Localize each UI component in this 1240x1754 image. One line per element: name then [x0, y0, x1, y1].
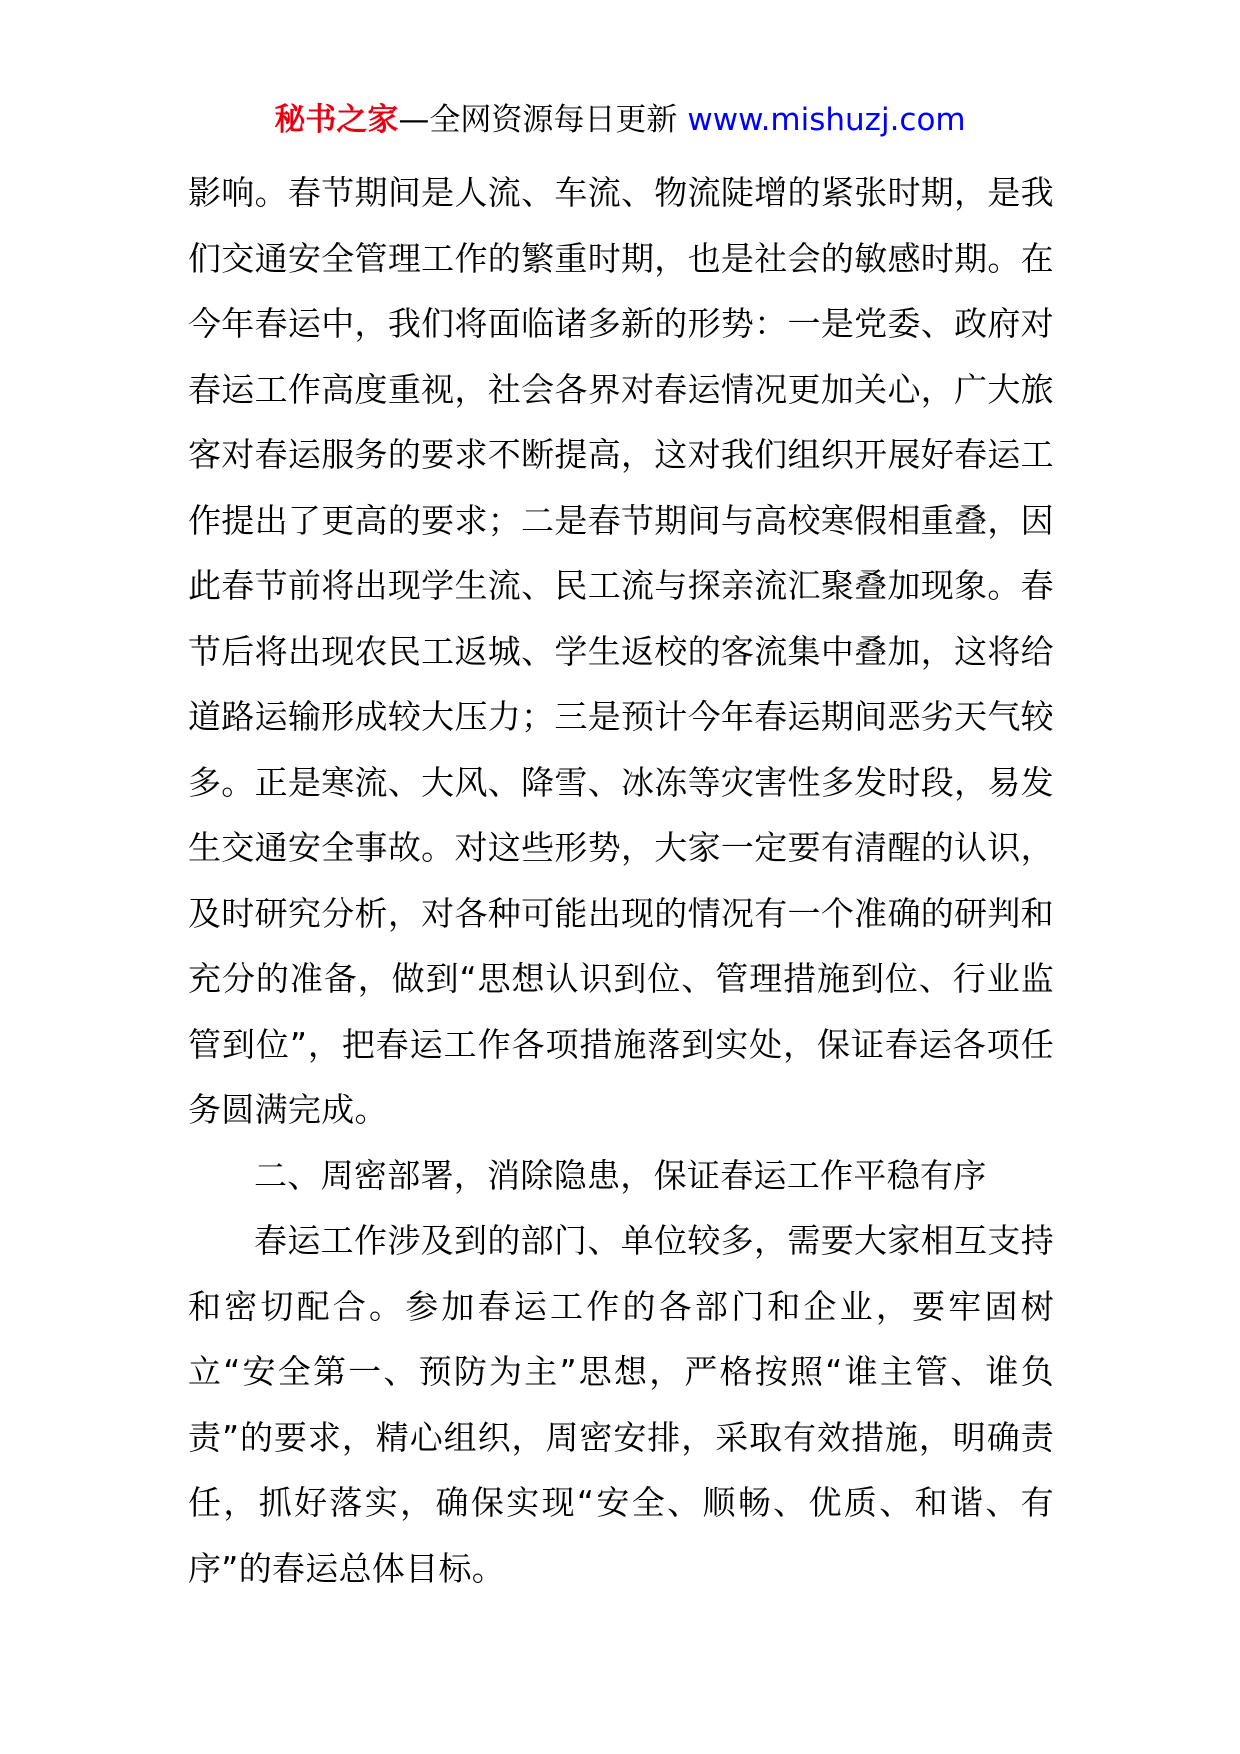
- body-paragraph: 影响。春节期间是人流、车流、物流陡增的紧张时期，是我们交通安全管理工作的繁重时期，也是社会的敏感时期。在今年春运中，我们将面临诸多新的形势：一是党委、政府对春运工作高度重视，社会各界对春运情况更加关心，广大旅客对春运服务的要求不断提高，这对我们组织开展好春运工作提出了更高的要求；二是春节期间与高校寒假相重叠，因此春节前将出现学生流、民工流与探亲流汇聚叠加现象。春节后将出现农民工返城、学生返校的客流集中叠加，这将给道路运输形成较大压力；三是预计今年春运期间恶劣天气较多。正是寒流、大风、降雪、冰冻等灾害性多发时段，易发生交通安全事故。对这些形势，大家一定要有清醒的认识，及时研究分析，对各种可能出现的情况有一个准确的研判和充分的准备，做到“思想认识到位、管理措施到位、行业监管到位”，把春运工作各项措施落到实处，保证春运各项任务圆满完成。: [188, 173, 1054, 1129]
- site-header: [0, 100, 1240, 140]
- site-tagline: —全网资源每日更新: [398, 102, 678, 138]
- site-url-link[interactable]: www.mishuzj.com: [687, 102, 966, 138]
- section-heading: 二、周密部署，消除隐患，保证春运工作平稳有序: [254, 1155, 987, 1195]
- site-brand: 秘书之家: [274, 102, 399, 138]
- document-body: [188, 160, 1054, 1601]
- body-paragraph: 春运工作涉及到的部门、单位较多，需要大家相互支持和密切配合。参加春运工作的各部门和企业，要牢固树立“安全第一、预防为主”思想，严格按照“谁主管、谁负责”的要求，精心组织，周密安排，采取有效措施，明确责任，抓好落实，确保实现“安全、顺畅、优质、和谐、有序”的春运总体目标。: [188, 1221, 1054, 1588]
